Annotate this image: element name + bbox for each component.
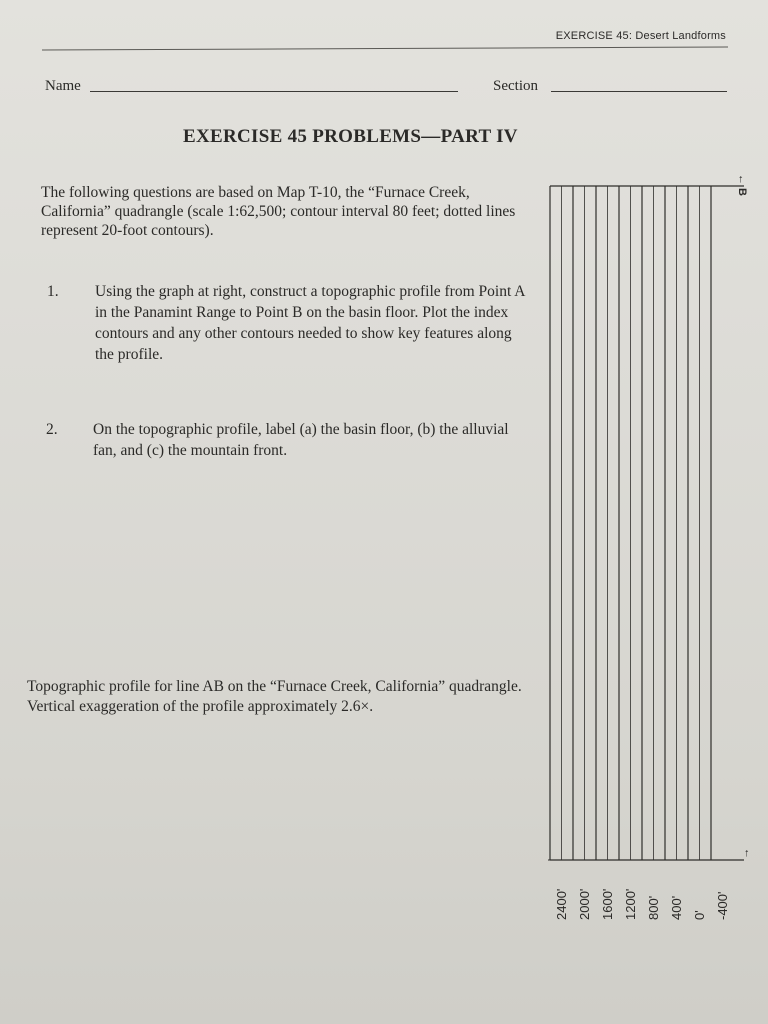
profile-caption: Topographic profile for line AB on the “Furnace Creek, California” quadrangle. Vertical exaggeration of the profile approximately 2.6×. — [27, 678, 522, 715]
elevation-tick-label: 0' — [692, 910, 707, 920]
elevation-tick-label: -400' — [715, 891, 730, 920]
elevation-tick-label: 400' — [669, 895, 684, 920]
question-1-text: Using the graph at right, construct a topographic profile from Point A in the Panamint Range to Point B on the basin floor. Plot the index contours and any other contours needed to show key features along the profile. — [95, 283, 525, 363]
profile-grid — [548, 172, 760, 932]
section-line[interactable] — [551, 91, 727, 92]
intro-paragraph: The following questions are based on Map T-10, the “Furnace Creek, California” quadrangle (scale 1:62,500; contour interval 80 feet; dotted lines represent 20-foot contours). — [41, 184, 516, 239]
page-title: EXERCISE 45 PROBLEMS—PART IV — [183, 126, 518, 147]
name-line[interactable] — [90, 91, 458, 92]
profile-grid-svg — [548, 172, 760, 932]
elevation-tick-label: 2400' — [554, 888, 569, 920]
elevation-tick-label: 800' — [646, 895, 661, 920]
header-rule — [42, 47, 728, 51]
question-1-number: 1. — [47, 283, 59, 300]
profile-end-b-label: ← B — [736, 174, 748, 196]
name-label: Name — [45, 78, 81, 94]
running-head: EXERCISE 45: Desert Landforms — [555, 30, 726, 42]
profile-end-a-arrow: ← — [742, 848, 754, 859]
elevation-tick-label: 1600' — [600, 888, 615, 920]
elevation-tick-label: 1200' — [623, 888, 638, 920]
question-2-text: On the topographic profile, label (a) the basin floor, (b) the alluvial fan, and (c) the mountain front. — [93, 421, 509, 459]
elevation-tick-label: 2000' — [577, 888, 592, 920]
section-label: Section — [493, 78, 538, 94]
question-2-number: 2. — [46, 421, 58, 438]
